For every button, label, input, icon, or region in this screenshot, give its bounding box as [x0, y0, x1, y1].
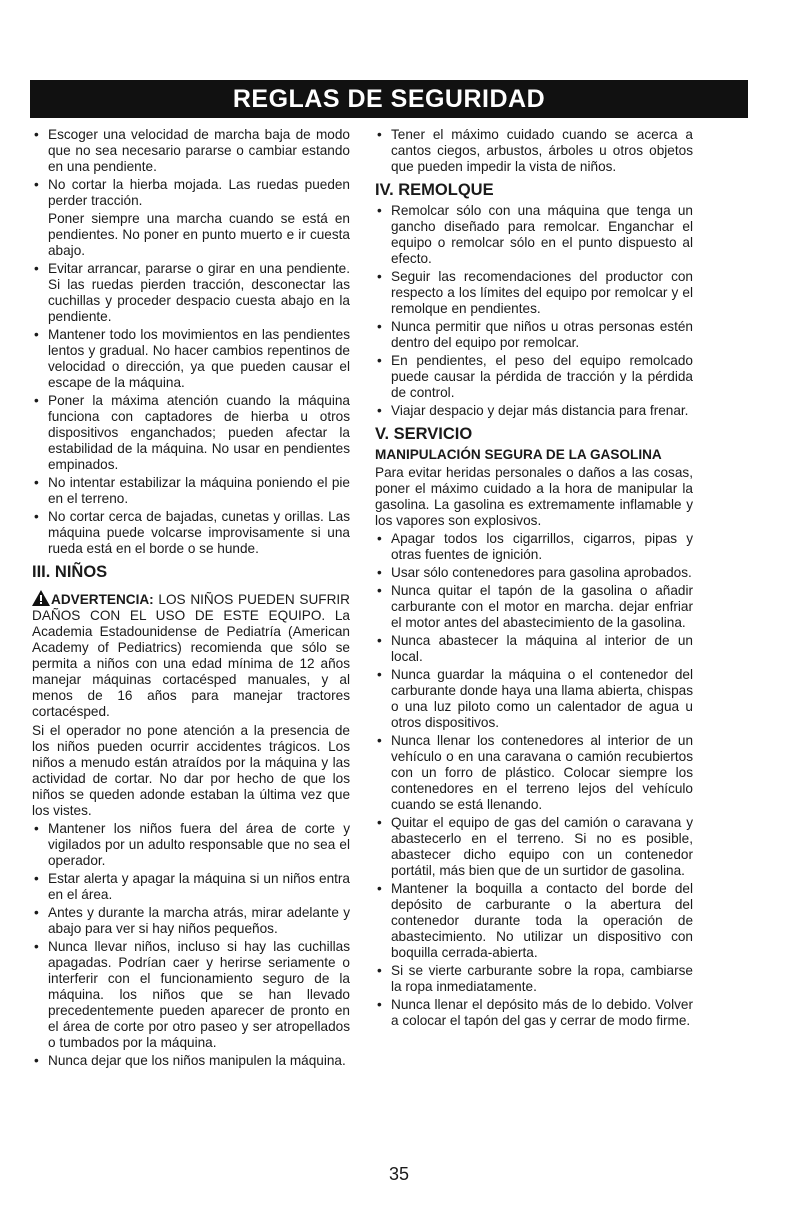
list-item: • Seguir las recomendaciones del productor con respecto a los límites del equipo por remolcar y el remolque en pendientes.: [375, 269, 693, 317]
list-item: • Viajar despacio y dejar más distancia para frenar.: [375, 403, 693, 419]
slope-bullets-b: [32, 261, 350, 557]
subheading-fuel-handling: MANIPULACIÓN SEGURA DE LA GASOLINA: [375, 447, 662, 462]
warning-block: [32, 590, 350, 720]
list-item: • Remolcar sólo con una máquina que tenga un gancho diseñado para remolcar. Enganchar el equipo o remolcar sólo en el punto dispuesto al efecto.: [375, 203, 693, 267]
list-item: • Antes y durante la marcha atrás, mirar adelante y abajo para ver si hay niños pequeños.: [32, 905, 350, 937]
list-item: • Apagar todos los cigarrillos, cigarros, pipas y otras fuentes de ignición.: [375, 531, 693, 563]
operator-paragraph: Si el operador no pone atención a la presencia de los niños pueden ocurrir accidentes trágicos. Los niños a menudo están atraídos por la máquina y las actividad de cortar. No dar por hecho de que los niños se queden adonde estaban la última vez que los vistes.: [32, 723, 350, 818]
list-item: • Nunca permitir que niños u otras personas estén dentro del equipo por remolcar.: [375, 319, 693, 351]
section-heading-service: V. SERVICIO: [375, 425, 473, 443]
continuation-text: Poner siempre una marcha cuando se está en pendientes. No poner en punto muerto e ir cuesta abajo.: [48, 211, 350, 258]
list-item: • Mantener los niños fuera del área de corte y vigilados por un adulto responsable que no sea el operador.: [32, 821, 350, 869]
list-item: • Poner la máxima atención cuando la máquina funciona con captadores de hierba u otros dispositivos enganchados; pueden afectar la estabilidad de la máquina. No usar en pendientes empinados.: [32, 393, 350, 473]
list-item: • Tener el máximo cuidado cuando se acerca a cantos ciegos, arbustos, árboles u otros objetos que pueden impedir la vista de niños.: [375, 127, 693, 175]
list-item: • Si se vierte carburante sobre la ropa, cambiarse la ropa inmediatamente.: [375, 963, 693, 995]
section-heading-towing: IV. REMOLQUE: [375, 181, 494, 199]
list-item: • En pendientes, el peso del equipo remolcado puede causar la pérdida de tracción y la pérdida de control.: [375, 353, 693, 401]
list-item: • Nunca dejar que los niños manipulen la máquina.: [32, 1053, 350, 1069]
page-number: 35: [388, 1164, 410, 1184]
list-item: • Usar sólo contenedores para gasolina aprobados.: [375, 565, 693, 581]
list-item: • Mantener todo los movimientos en las pendientes lentos y gradual. No hacer cambios repentinos de velocidad o dirección, ya que pueden causar el escape de la máquina.: [32, 327, 350, 391]
title-banner: [30, 80, 748, 118]
warning-text: LOS NIÑOS PUEDEN SUFRIR DAÑOS CON EL USO DE ESTE EQUIPO. La Academia Estadounidense de Pediatría (American Academy of Pediatrics) recomienda que sólo se permita a niños con una edad mínima de 12 años manejar máquinas cortacésped manuales, y al menos de 16 años para manejar tractores cortacésped.: [32, 592, 350, 719]
list-item: • Evitar arrancar, pararse o girar en una pendiente. Si las ruedas pierden tracción, desconectar las cuchillas y proceder despacio cuesta abajo en la pendiente.: [32, 261, 350, 325]
warning-label: ADVERTENCIA:: [51, 592, 154, 607]
list-item: • Nunca llenar los contenedores al interior de un vehículo o en una caravana o camión recubiertos con un forro de plástico. Colocar siempre los contenedores en el terreno lejos del vehículo cuando se está llenando.: [375, 733, 693, 813]
list-item: • Nunca llenar el depósito más de lo debido. Volver a colocar el tapón del gas y cerrar de modo firme.: [375, 997, 693, 1029]
fuel-bullets: [375, 531, 693, 1029]
fuel-intro-paragraph: Para evitar heridas personales o daños a las cosas, poner el máximo cuidado a la hora de manipular la gasolina. La gasolina es extremamente inflamable y los vapores son explosivos.: [375, 465, 693, 528]
towing-bullets: [375, 203, 693, 419]
list-item: • Estar alerta y apagar la máquina si un niños entra en el área.: [32, 871, 350, 903]
list-item: • Quitar el equipo de gas del camión o caravana y abastecerlo en el terreno. Si no es posible, abastecer dicho equipo con un contenedor portátil, más bien que de un surtidor de gasolina.: [375, 815, 693, 879]
slope-bullets-a: [32, 127, 350, 209]
list-item: • Nunca llevar niños, incluso si hay las cuchillas apagadas. Podrían caer y herirse seriamente o interferir con el funcionamiento seguro de la máquina. los niños que se han llevado precedentemente pueden aparecer de pronto en el área de corte por otro paseo y ser atropellados o tumbados por la máquina.: [32, 939, 350, 1051]
left-column: [32, 127, 350, 1071]
right-column: [375, 127, 693, 1031]
children-bullets: [32, 821, 350, 1069]
warning-triangle-icon: [32, 590, 50, 606]
list-item: • Nunca abastecer la máquina al interior de un local.: [375, 633, 693, 665]
list-item: • Nunca guardar la máquina o el contenedor del carburante donde haya una llama abierta, chispas o una luz piloto como un calentador de agua u otros dispositivos.: [375, 667, 693, 731]
list-item: • No cortar la hierba mojada. Las ruedas pueden perder tracción.: [32, 177, 350, 209]
list-item: • No intentar estabilizar la máquina poniendo el pie en el terreno.: [32, 475, 350, 507]
list-item: • Mantener la boquilla a contacto del borde del depósito de carburante o la abertura del contenedor durante toda la operación de abastecimiento. No utilizar un dispositivo con boquilla cerrada-abierta.: [375, 881, 693, 961]
visibility-bullets: [375, 127, 693, 175]
list-item: • Escoger una velocidad de marcha baja de modo que no sea necesario pararse o cambiar estando en una pendiente.: [32, 127, 350, 175]
list-item: • No cortar cerca de bajadas, cunetas y orillas. Las máquina puede volcarse improvisamente si una rueda está en el borde o se hunde.: [32, 509, 350, 557]
section-heading-children: III. NIÑOS: [32, 563, 108, 581]
page-title: REGLAS DE SEGURIDAD: [232, 84, 546, 113]
list-item: • Nunca quitar el tapón de la gasolina o añadir carburante con el motor en marcha. dejar enfriar el motor antes del abastecimiento de la gasolina.: [375, 583, 693, 631]
